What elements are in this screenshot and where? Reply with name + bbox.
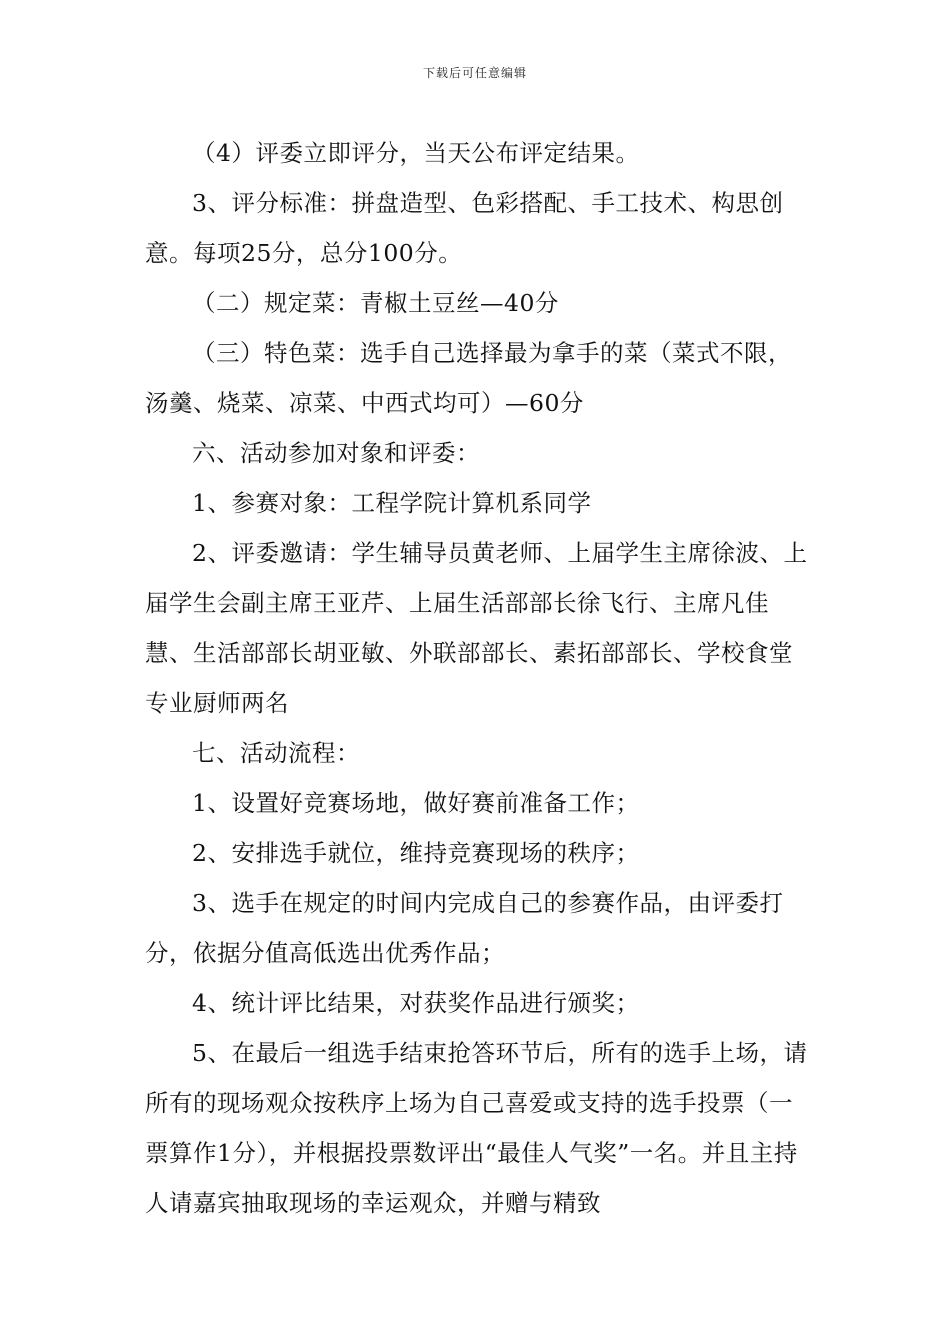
section-heading-participants: 六、活动参加对象和评委： <box>192 439 480 467</box>
paragraph-contestants: 1、参赛对象：工程学院计算机系同学 <box>192 489 592 517</box>
paragraph-process-step-2: 2、安排选手就位，维持竞赛现场的秩序； <box>192 839 640 867</box>
section-heading-process: 七、活动流程： <box>192 739 360 767</box>
paragraph-process-step-4: 4、统计评比结果，对获奖作品进行颁奖； <box>192 989 640 1017</box>
paragraph-process-step-1: 1、设置好竞赛场地，做好赛前准备工作； <box>192 789 640 817</box>
page-header: 下载后可任意编辑 <box>422 66 527 80</box>
paragraph-required-dish: （二）规定菜：青椒土豆丝—40分 <box>192 289 559 317</box>
paragraph-signature-dish: （三）特色菜：选手自己选择最为拿手的菜（菜式不限，汤羹、烧菜、凉菜、中西式均可）—60分 <box>145 339 792 417</box>
paragraph-process-step-3: 3、选手在规定的时间内完成自己的参赛作品，由评委打分，依据分值高低选出优秀作品； <box>145 889 784 967</box>
paragraph-process-step-5: 5、在最后一组选手结束抢答环节后，所有的选手上场，请所有的现场观众按秩序上场为自己喜爱或支持的选手投票（一票算作1分），并根据投票数评出“最佳人气奖”一名。并且主持人请嘉宾抽取现场的幸运观众，并赠与精致 <box>145 1039 808 1217</box>
paragraph-judges: 2、评委邀请：学生辅导员黄老师、上届学生主席徐波、上届学生会副主席王亚芹、上届生活部部长徐飞行、主席凡佳慧、生活部部长胡亚敏、外联部部长、素拓部部长、学校食堂专业厨师两名 <box>145 539 808 717</box>
document-body <box>145 128 815 1228</box>
paragraph-judging-result: （4）评委立即评分，当天公布评定结果。 <box>192 139 640 167</box>
paragraph-scoring-criteria: 3、评分标准：拼盘造型、色彩搭配、手工技术、构思创意。每项25分，总分100分。 <box>145 189 784 267</box>
